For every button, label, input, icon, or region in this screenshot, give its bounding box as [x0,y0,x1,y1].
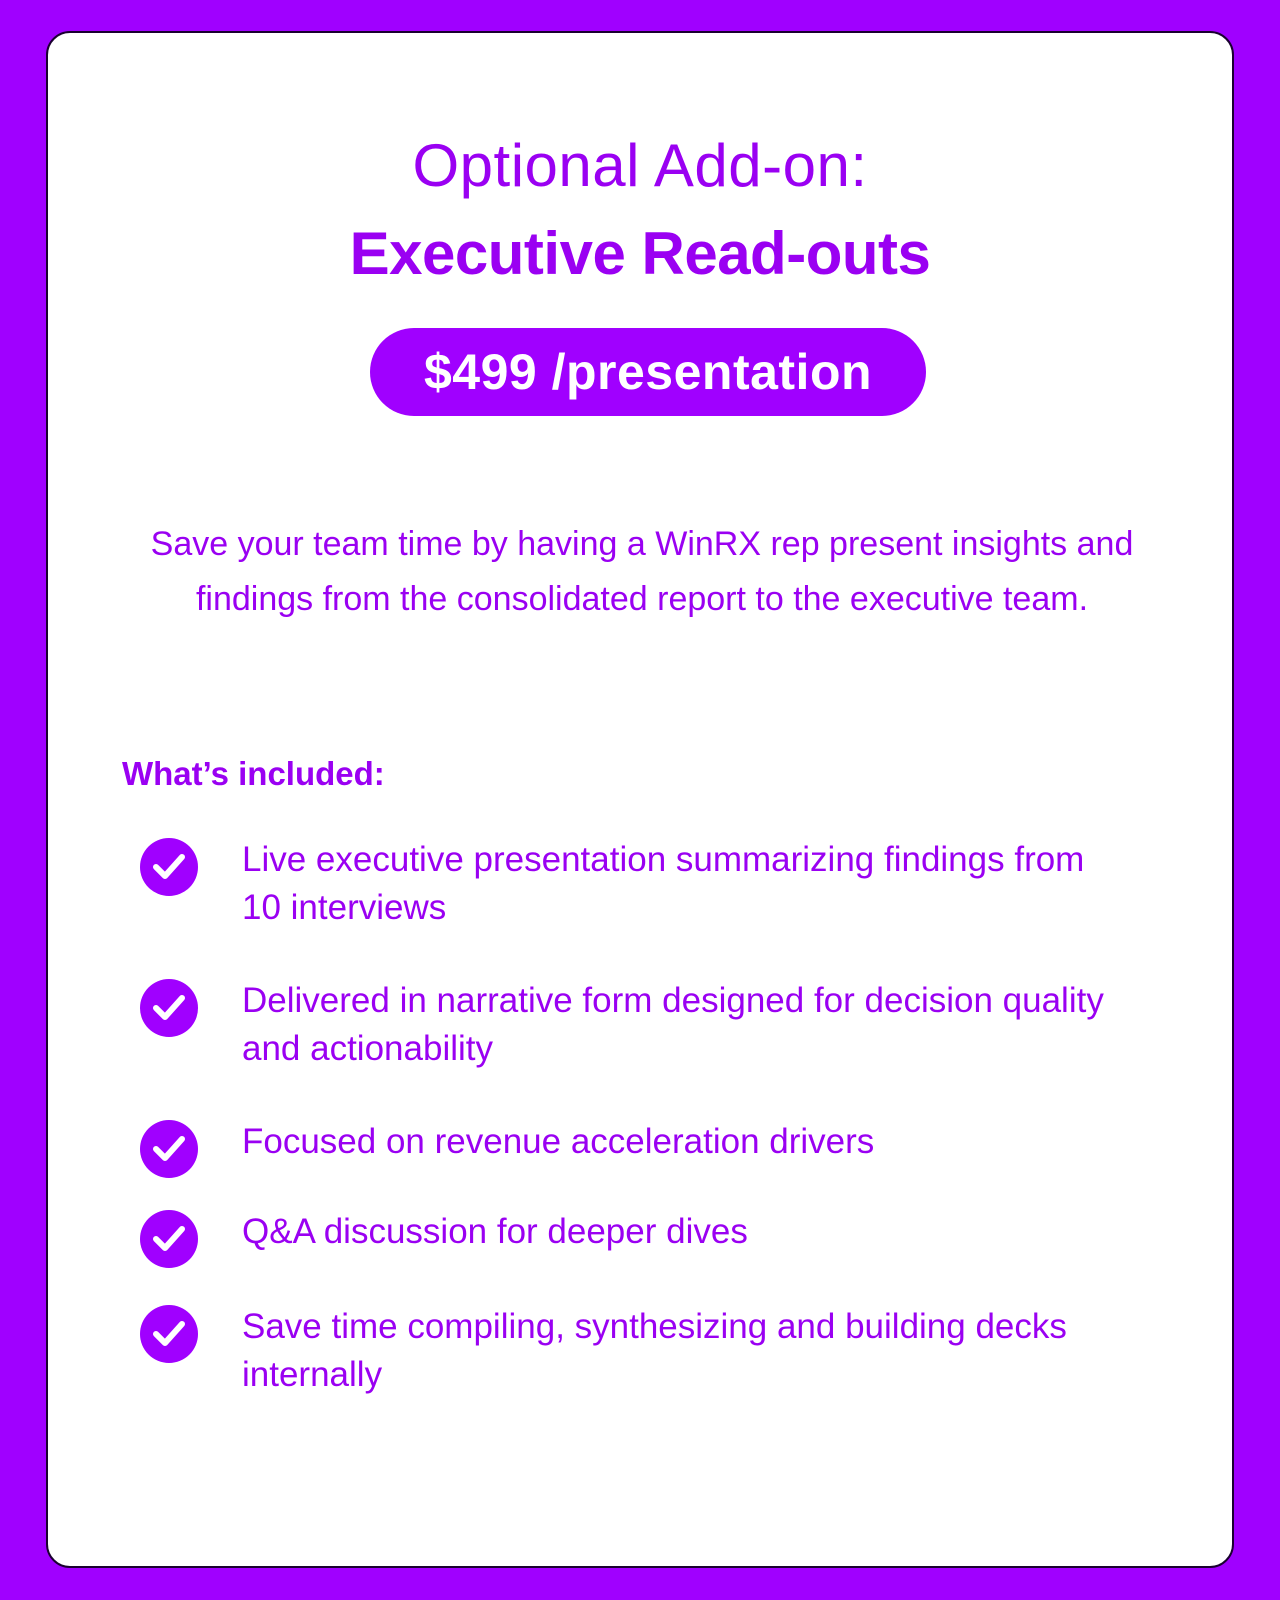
check-circle-icon [140,838,198,896]
check-circle-icon [140,1120,198,1178]
feature-item-text: Save time compiling, synthesizing and building decks internally [242,1307,1067,1394]
feature-item-text: Focused on revenue acceleration drivers [242,1122,875,1161]
feature-item-text: Live executive presentation summarizing findings from 10 interviews [242,840,1085,927]
title-line-optional-addon: Optional Add-on: [412,132,868,199]
check-circle-icon [140,979,198,1037]
feature-item [140,1208,1122,1268]
price-badge: $499 /presentation [370,328,926,416]
description-text: Save your team time by having a WinRX rep present insights and findings from the consolidated report to the executive team. [150,525,1134,618]
feature-item [140,977,1122,1073]
check-circle-icon [140,1305,198,1363]
feature-item-text: Q&A discussion for deeper dives [242,1212,748,1251]
feature-item [140,1303,1122,1399]
included-heading: What’s included: [122,755,385,792]
addon-card [46,31,1234,1568]
title-line-executive-readouts: Executive Read-outs [349,220,931,287]
feature-item [140,836,1122,932]
feature-item [140,1118,1122,1178]
check-circle-icon [140,1210,198,1268]
feature-item-text: Delivered in narrative form designed for decision quality and actionability [242,981,1104,1068]
